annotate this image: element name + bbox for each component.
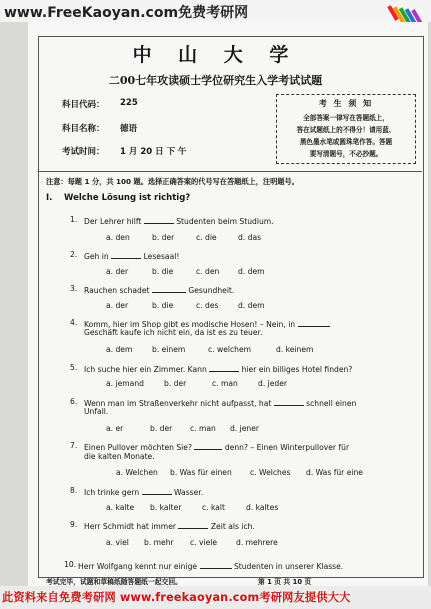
exam-time-value: 1 月 20 日 下 午 xyxy=(120,147,187,157)
option: c. kalt xyxy=(202,503,226,512)
university-title: 中 山 大 学 xyxy=(132,44,299,66)
header-divider xyxy=(38,171,422,172)
question-text-line2: die kalten Monate. xyxy=(84,452,155,461)
option: b. Was für einen xyxy=(170,468,232,477)
question-number: 6. xyxy=(70,397,78,406)
question-text: Ich trinke gern Wasser. xyxy=(84,488,204,497)
option: d. dem xyxy=(238,267,265,276)
question-text: Rauchen schadet Gesundheit. xyxy=(84,286,235,295)
question-text: Einen Pullover möchten Sie? denn? – Einen Winterpullover für xyxy=(84,443,350,452)
option: b. der xyxy=(152,233,175,242)
question-number: 2. xyxy=(70,250,78,259)
subject-name-value: 德语 xyxy=(120,124,138,134)
question-text: Der Lehrer hilft Studenten beim Studium. xyxy=(84,217,274,226)
question-number: 5. xyxy=(70,363,78,372)
question-text-line2: Geschäft kaufe ich nicht ein, da ist es zu teuer. xyxy=(84,328,263,337)
option: d. dem xyxy=(238,301,265,310)
question-text: Geh in Lesesaal! xyxy=(84,252,180,261)
question-text: Herr Wolfgang kennt nur einige Studenten in unserer Klasse. xyxy=(78,562,344,571)
question-number: 8. xyxy=(70,486,78,495)
question-number: 3. xyxy=(70,284,78,293)
question-text: Ich suche hier ein Zimmer. Kann hier ein billiges Hotel finden? xyxy=(84,365,353,374)
notice-title: 考 生 须 知 xyxy=(318,99,374,108)
banner-text: 此资料来自免费考研网 www.freekaoyan.com考研网友提供大大 xyxy=(2,591,351,604)
site-title: www.FreeKaoyan.com免费考研网 xyxy=(4,5,249,21)
subject-code-label: 科目代码： xyxy=(62,100,105,110)
question-number: 9. xyxy=(70,520,78,529)
option: a. den xyxy=(106,233,130,242)
option: a. viel xyxy=(106,538,129,547)
question-text-line2: Unfall. xyxy=(84,407,109,416)
subject-code-value: 225 xyxy=(120,98,138,108)
question-text: Herr Schmidt hat immer Zeit als ich. xyxy=(84,522,255,531)
option: c. des xyxy=(196,301,219,310)
question-text: Komm, hier im Shop gibt es modische Hosen! – Nein, in xyxy=(84,318,330,329)
option: c. die xyxy=(196,233,217,242)
option: b. der xyxy=(150,424,173,433)
question-number: 4. xyxy=(70,318,78,327)
option: d. jener xyxy=(230,424,260,433)
option: d. keinem xyxy=(276,345,314,354)
option: a. jemand xyxy=(106,379,144,388)
option: c. viele xyxy=(190,538,218,547)
question-text: Wenn man im Straßenverkehr nicht aufpasst, hat schnell einen xyxy=(84,399,357,408)
option: c. den xyxy=(196,267,220,276)
option: b. der xyxy=(164,379,187,388)
candidate-notice-box xyxy=(276,94,416,164)
exam-time-label: 考试时间： xyxy=(62,147,105,157)
notice-line: 黑色墨水笔或圆珠笔作答。答题 xyxy=(299,138,393,146)
subject-name-label: 科目名称： xyxy=(62,124,105,134)
footer-banner xyxy=(0,586,431,609)
section-title: Welche Lösung ist richtig? xyxy=(64,193,191,203)
section-number: I. xyxy=(46,193,53,203)
option: c. man xyxy=(190,424,216,433)
site-header xyxy=(0,0,431,22)
notice-line: 答在试题纸上的不得分！请用蓝、 xyxy=(296,126,396,134)
option: a. kalte xyxy=(106,503,135,512)
option: a. er xyxy=(106,424,124,433)
exam-title: 二00七年攻读硕士学位研究生入学考试试题 xyxy=(108,74,323,87)
notice-line: 全部答案一律写在答题纸上， xyxy=(303,114,389,122)
option: b. mehr xyxy=(144,538,174,547)
option: d. jeder xyxy=(258,379,288,388)
option: c. Welches xyxy=(250,468,291,477)
option: a. Welchen xyxy=(116,468,158,477)
option: a. der xyxy=(106,301,129,310)
option: b. kalter xyxy=(150,503,182,512)
option: d. kaltes xyxy=(246,503,279,512)
option: a. der xyxy=(106,267,129,276)
instructions: 注意：每题 1 分，共 100 题。选择正确答案的代号写在答题纸上，注明题号。 xyxy=(46,177,299,186)
option: c. welchem xyxy=(208,345,252,354)
option: a. dem xyxy=(106,345,133,354)
option: b. die xyxy=(152,301,174,310)
footer-note: 考试完毕，试题和草稿纸随答题纸一起交回。 xyxy=(46,578,182,586)
question-number: 1. xyxy=(70,215,78,224)
question-number: 7. xyxy=(70,441,78,450)
page-number: 第 1 页 共 10 页 xyxy=(258,578,312,586)
option: b. die xyxy=(152,267,174,276)
option: d. mehrere xyxy=(236,538,278,547)
option: b. einem xyxy=(152,345,186,354)
question-number: 10. xyxy=(64,560,77,569)
notice-line: 要写清题号，不必抄题。 xyxy=(309,150,383,158)
option: d. das xyxy=(238,233,262,242)
option: d. Was für eine xyxy=(306,468,363,477)
option: c. man xyxy=(212,379,238,388)
